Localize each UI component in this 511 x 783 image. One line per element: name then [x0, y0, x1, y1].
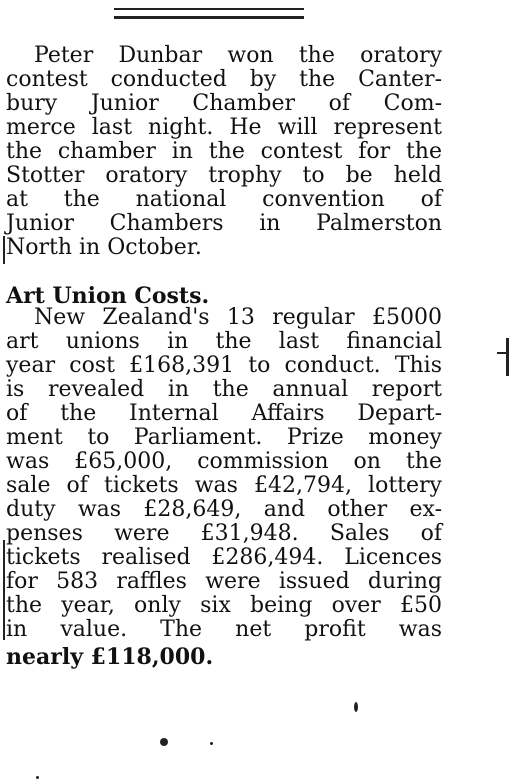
paragraph-line: at the national convention of [6, 187, 442, 212]
paragraph-line: Stotter oratory trophy to be held [6, 163, 442, 188]
paragraph-line: duty was £28,649, and other ex- [6, 497, 442, 522]
column-edge-mark [3, 236, 5, 264]
paragraph-line: contest conducted by the Canter- [6, 67, 442, 92]
paragraph-line: merce last night. He will represent [6, 115, 442, 140]
column-edge-mark [3, 540, 5, 640]
paragraph-line: year cost £168,391 to conduct. This [6, 353, 442, 378]
paragraph-line: tickets realised £286,494. Licences [6, 545, 442, 570]
margin-mark [506, 338, 509, 376]
paragraph-line: for 583 raffles were issued during [6, 569, 442, 594]
ink-speck [354, 702, 358, 712]
paragraph-line: ment to Parliament. Prize money [6, 425, 442, 450]
paragraph-line: was £65,000, commission on the [6, 449, 442, 474]
paragraph-line: Junior Chambers in Palmerston [6, 211, 442, 236]
paragraph-line: the chamber in the contest for the [6, 139, 442, 164]
story-heading: Art Union Costs. [6, 283, 210, 309]
paragraph-line: North in October. [6, 235, 202, 260]
margin-mark [497, 352, 506, 354]
ink-speck [210, 742, 213, 745]
paragraph-line: sale of tickets was £42,794, lottery [6, 473, 442, 498]
top-rule [114, 8, 304, 10]
top-rule-double [114, 16, 304, 19]
paragraph-line: penses were £31,948. Sales of [6, 521, 442, 546]
paragraph-line: the year, only six being over £50 [6, 593, 442, 618]
paragraph-line: of the Internal Affairs Depart- [6, 401, 442, 426]
ink-speck [36, 776, 39, 779]
ink-speck [160, 738, 168, 746]
paragraph-line: bury Junior Chamber of Com- [6, 91, 442, 116]
paragraph-line: New Zealand's 13 regular £5000 [34, 305, 442, 330]
paragraph-line: in value. The net profit was [6, 617, 442, 642]
paragraph-line: Peter Dunbar won the oratory [34, 43, 442, 68]
closing-line: nearly £118,000. [6, 644, 214, 670]
paragraph-line: art unions in the last financial [6, 329, 442, 354]
paragraph-line: is revealed in the annual report [6, 377, 442, 402]
